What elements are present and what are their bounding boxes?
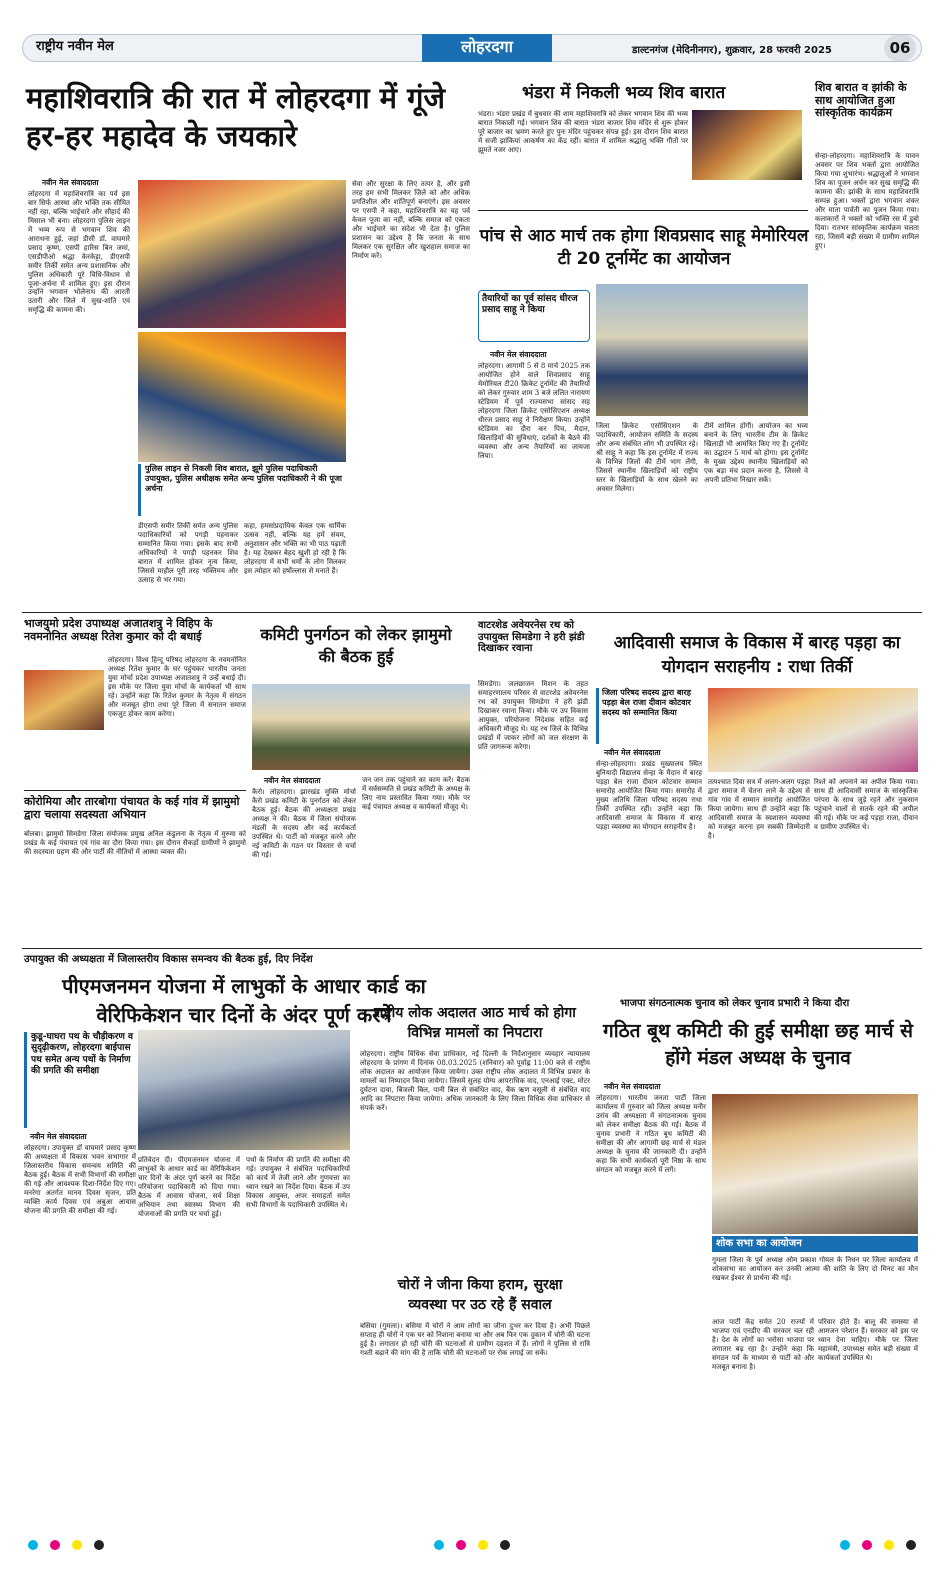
lead-col-mid: डीएसपी समीर तिर्की समेत अन्य पुलिस पदाधिकारियों को पगड़ी पहनाकर सम्मानित किया गया। इसके बाद सभी अधिकारियों ने पगड़ी पहनकर शिव बारात में शामिल होकर नृत्य किया, जिससे माहौल पूरी तरह भक्तिमय और उत्साह से भर गया। [138,522,238,584]
cmyk-dot [72,1540,82,1550]
pmjanman-text-3: पथों के निर्माण की प्रगति की समीक्षा की गई। उपायुक्त ने संबंधित पदाधिकारियों को कार्य में तेजी लाने और गुणवत्ता का ध्यान रखने का निर्देश दिया। बैठक में उप विकास आयुक्त, अपर समाहर्ता समेत सभी विभागों के पदाधिकारी उपस्थित थे। [246,1156,350,1209]
pmjanman-headline: पीएमजनमन योजना में लाभुकों के आधार कार्ड का वेरिफिकेशन चार दिनों के अंदर पूर्ण करने [62,974,426,1027]
seda-text: सेन्हा-लोहरदगा। महाशिवरात्रि के पावन अवसर पर शिव भक्तों द्वारा आयोजित किया गया शुभारंभ। श्रद्धालुओं ने भगवान शिव का पूजन अर्चन कर सुख समृद्धि की कामना की। झांकी के साथ महाशिवरात्रि सम्पन्न हुआ। भक्तों द्वारा भगवान शंकर और माता पार्वती का पूजन किया गया। कलाकारों ने भक्तों को भक्ति रस में डुबो दिया। रातभर सांस्कृतिक कार्यक्रम चलता रहा, जिसमें बड़ी संख्या में ग्रामीण शामिल हुए। [815,152,919,250]
jmm-photo [252,684,470,770]
paper-name: राष्ट्रीय नवीन मेल [36,39,114,54]
theft-headline: चोरों ने जीना किया हराम, सुरक्षा व्यवस्था पर उठ रहे हैं सवाल [397,1277,563,1313]
adalat-headline: राष्ट्रीय लोक अदालत आठ मार्च को होगा विभिन्न मामलों का निपटारा [374,1005,576,1041]
cmyk-dot [50,1540,60,1550]
adivasi-headline: आदिवासी समाज के विकास में बारह पड़हा का योगदान सराहनीय : राधा तिर्की [613,633,901,677]
adivasi-photo [708,688,918,772]
theft-text: बसिया (गुमला)। बसिया में चोरों ने आम लोगों का जीना दुभर कर दिया है। अभी पिछले सप्ताह ही चोरों ने एक घर को निशाना बनाया था और अब फिर एक दुकान में चोरी की घटना हुई है। लगातार हो रही चोरी की घटनाओं से ग्रामीण दहशत में हैं। लोगों ने पुलिस से रात्रि गश्ती बढ़ाने की मांग की है ताकि चोरी की घटनाओं पर रोक लगाई जा सके। [360,1322,590,1357]
color-bar-center [428,1540,516,1550]
cmyk-dot [94,1540,104,1550]
cricket-callout-text: तैयारियों का पूर्व सांसद धीरज प्रसाद साहू ने किया [482,294,578,316]
cmyk-dot [478,1540,488,1550]
divider [478,210,808,211]
cricket-headline: पांच से आठ मार्च तक होगा शिवप्रसाद साहू मेमोरियल टी 20 टूर्नामेंट का आयोजन [479,226,809,269]
koriya-headline: कोरोमिया और तारबोगा पंचायत के कई गांव में झामुमो द्वारा चलाया सदस्यता अभियान [24,795,240,821]
lead-photo-1 [138,180,346,328]
adivasi-callout [596,688,702,744]
seda-headline: शिव बारात व झांकी के साथ आयोजित हुआ सांस्कृतिक कार्यक्रम [815,82,920,120]
divider [22,948,922,949]
divider [22,612,922,613]
adivasi-byline: नवीन मेल संवाददाता [604,748,661,757]
pmjanman-callout [24,1032,134,1128]
cmyk-dot [28,1540,38,1550]
booth-text: लोहरदगा। भारतीय जनता पार्टी जिला कार्यालय में गुरुवार को जिला अध्यक्ष मनीर उरांव की अध्यक्षता में संगठनात्मक चुनाव को लेकर समीक्षा बैठक की गई। बैठक में चुनाव प्रभारी ने गठित बूथ कमिटी की समीक्षा की और आगामी छह मार्च से मंडल अध्यक्ष के चुनाव की जानकारी दी। उन्होंने कहा कि सभी कार्यकर्ता पूरी निष्ठा के साथ संगठन को मजबूत करने में लगें। [596,1094,706,1174]
adivasi-text-2: तत्पश्चात दिवा सत्र में अलग-अलग पड़हा द्वारा समाज में चेतना लाने के उद्देश्य से गांव गांव में सम्मान समारोह आयोजित किया जायेगा। साथ ही उन्होंने कहा कि आदिवासी समाज के स्वशासन व्यवस्था को मजबूत करना हम सबकी जिम्मेदारी है। [708,778,810,840]
masthead [22,34,922,64]
page-number: 06 [884,35,916,61]
jmm-byline: नवीन मेल संवाददाता [264,776,321,785]
shok-text: गुमला जिला के पूर्व अध्यक्ष ओम प्रकाश गोयल के निधन पर जिला कार्यालय में शोकसभा का आयोजन कर उनकी आत्मा की शांति के लिए दो मिनट का मौन रखकर ईश्वर से प्रार्थना की गई। [712,1256,918,1282]
cmyk-dot [456,1540,466,1550]
watershed-text: सिमडेगा। जलछाजन मिशन के तहत समाहरणालय परिसर से वाटरशेड अवेयरनेस रथ को उपायुक्त सिमडेगा ने हरी झंडी दिखाकर रवाना किया। मौके पर उप विकास आयुक्त, परियोजना निदेशक सहित कई अधिकारी मौजूद थे। यह रथ जिले के विभिन्न प्रखंडों में जाकर लोगों को जल संरक्षण के प्रति जागरूक करेगा। [478,680,588,751]
bhajpa-text: लोहरदगा। विश्व हिन्दू परिषद लोहरदगा के नवमनोनित अध्यक्ष रितेश कुमार के घर पहुंचकर भारतीय जनता युवा मोर्चा प्रदेश उपाध्यक्ष अजातशत्रु ने उन्हें बधाई दी। इस मौके पर जिला युवा मोर्चा के कार्यकर्ता भी साथ रहे। उन्होंने कहा कि रितेश कुमार के नेतृत्व में संगठन और मजबूत होगा तथा पूरे जिला में सनातन समाज एकजुट होकर काम करेगा। [108,656,246,718]
registration-strip [22,1538,922,1552]
lead-col-1: लोहरदगा में महाशिवरात्रि का पर्व इस बार सिर्फ आस्था और भक्ति तक सीमित नहीं रहा, बल्कि भाईचारे और सौहार्द की मिसाल भी बना। लोहरदगा पुलिस लाइन में भव्य रूप से भगवान शिव की आराधना हुई, जहां डीसी डॉ. वाघमारे प्रसाद कृष्ण, एसपी हारिस बिन जमां, एसडीपीओ श्रद्धा केरकेट्टा, डीएसपी समीर तिर्की समेत अन्य प्रशासनिक और पुलिस अधिकारी पूरे विधि-विधान से पूजा-अर्चना में शामिल हुए। इस दौरान उन्होंने भगवान भोलेनाथ की आरती उतारी और जिले में सुख-शांति एवं समृद्धि की कामना की। [28,190,130,315]
pmjanman-callout-text: कुडू-घाघरा पथ के चौड़ीकरण व सुदृढ़ीकरण, लोहरदगा बाईपास पथ समेत अन्य पथों के निर्माण की प्रगति की समीक्षा [31,1032,134,1076]
cricket-byline: नवीन मेल संवाददाता [490,350,547,359]
bhajpa-headline: भाजयुमो प्रदेश उपाध्यक्ष अजातशत्रु ने विहिप के नवमनोनित अध्यक्ष रितेश कुमार को दी बधाई [24,617,213,643]
cricket-photo [596,284,808,416]
pmjanman-photo [138,1030,350,1150]
booth-text-2: आज पार्टी केंद्र समेत 20 राज्यों में भाजपा एवं एनडीए की सरकार चल रही है। देश के लोगों का भरोसा भाजपा पर लगातार बढ़ रहा है। उन्होंने कहा कि संगठन पर्व के माध्यम से पार्टी को और मजबूत बनाना है। [712,1318,814,1371]
cmyk-dot [434,1540,444,1550]
adivasi-callout-text: जिला परिषद सदस्य द्वारा बारह पड़हा बेल राजा दीवान कोटवार सदस्य को सम्मानित किया [602,688,691,717]
color-bar-left [22,1540,110,1550]
pmjanman-text: लोहरदगा। उपायुक्त डॉ वाघमारे प्रसाद कृष्ण की अध्यक्षता में विकास भवन सभागार में जिलास्तरीय विकास समन्वय समिति की बैठक हुई। बैठक में सभी विभागों की समीक्षा की गई और आवश्यक दिशा-निर्देश दिए गए। मनरेगा अंतर्गत मानव दिवस सृजन, प्रति व्यक्ति कार्य दिवस एवं अबुआ आवास योजना की प्रगति की समीक्षा की गई। [24,1144,136,1215]
color-bar-right [834,1540,922,1550]
pmjanman-text-2: प्रतिवेदन दी। पीएमजनमन योजना में लाभुकों के आधार कार्ड का वेरिफिकेशन चार दिनों के अंदर पूर्ण करने का निर्देश परियोजना पदाधिकारी को दिया गया। बैठक में आवास योजना, सर्व शिक्षा अभियान तथा स्वास्थ्य विभाग की योजनाओं की प्रगति पर चर्चा हुई। [138,1156,240,1218]
cricket-text-2: जिला क्रिकेट एसोसिएशन के पदाधिकारी, आयोजन समिति के सदस्य और अन्य संबंधित लोग भी उपस्थित रहे। श्री साहू ने कहा कि इस टूर्नामेंट में राज्य के विभिन्न जिलों की टीमें भाग लेंगी, जिससे स्थानीय खिलाड़ियों को राष्ट्रीय स्तर के खिलाड़ियों के साथ खेलने का अवसर मिलेगा। [596,422,698,493]
lead-caption-box [138,464,346,516]
cmyk-dot [500,1540,510,1550]
booth-photo-label: शोक सभा का आयोजन [716,1238,802,1249]
lead-photo-2 [138,332,346,462]
lead-caption: पुलिस लाइन से निकली शिव बारात, झूमे पुलिस पदाधिकारी उपायुक्त, पुलिस अधीक्षक समेत अन्य पुलिस पदाधिकारी ने की पूजा अर्चना [145,464,342,493]
jmm-headline: कमिटी पुनर्गठन को लेकर झामुमो की बैठक हुई [260,625,452,667]
cricket-text: लोहरदगा। आगामी 5 से 8 मार्च 2025 तक आयोजित होने वाले शिवप्रसाद साहू मेमोरियल टी20 क्रिकेट टूर्नामेंट की तैयारियों को लेकर गुरुवार शाम 3 बजे ललित नारायण स्टेडियम में पूर्व राज्यसभा सांसद सह लोहरदगा जिला क्रिकेट एसोसिएशन अध्यक्ष धीरज प्रसाद साहू ने निरीक्षण किया। उन्होंने स्टेडियम का दौरा कर पिच, मैदान, खिलाड़ियों की सुविधाएं, दर्शकों के बैठने की व्यवस्था और अन्य तैयारियों का जायजा लिया। [478,362,590,460]
jmm-text: कैरो। लोहरदगा। झारखंड मुक्ति मोर्चा कैरो प्रखंड कमिटी के पुनर्गठन को लेकर बैठक हुई। बैठक की अध्यक्षता प्रखंड अध्यक्ष ने की। बैठक में जिला संयोजक मंडली के सदस्य और कई कार्यकर्ता उपस्थित थे। पार्टी को मजबूत करने और नई कमिटी के गठन पर विस्तार से चर्चा की गई। [252,788,356,859]
bhandra-photo [692,110,802,180]
adalat-text: लोहरदगा। राष्ट्रीय विधिक सेवा प्राधिकार, नई दिल्ली के निर्देशानुसार व्यवहार न्यायालय लोहरदगा के प्रांगण में दिनांक 08.03.2025 (शनिवार) को पूर्वाह्न 11:00 बजे से राष्ट्रीय लोक अदालत का आयोजन किया जायेगा। उक्त राष्ट्रीय लोक अदालत में विभिन्न प्रकार के मामलों का निष्पादन किया जायेगा। जिसमें सुलह योग्य आपराधिक वाद, एनआई एक्ट, मोटर दुर्घटना दावा, बिजली बिल, पानी बिल से संबंधित वाद, बैंक ऋण वसूली से संबंधित वाद आदि का निपटारा किया जायेगा। अधिक जानकारी के लिए जिला विधिक सेवा प्राधिकार से संपर्क करें। [360,1050,590,1112]
lead-col-mid-2: कहा, हमसांप्रदायिक केवल एक धार्मिक उत्सव नहीं, बल्कि यह हमें संयम, अनुशासन और भक्ति का भी पाठ पढ़ाती है। यह देखकर बेहद खुशी हो रही है कि लोहरदगा में सभी धर्मों के लोग मिलकर इस त्योहार को हर्षोल्लास से मनाते हैं। [244,522,346,575]
jmm-text-2: जन जन तक पहुंचाने का काम करें। बैठक में सर्वसम्मति से प्रखंड कमिटी के अध्यक्ष के लिए नाम प्रस्तावित किया गया। मौके पर कई पंचायत अध्यक्ष व कार्यकर्ता मौजूद थे। [362,776,470,811]
koriya-text: बोलबा। झामुमो सिमडेगा जिला संयोजक प्रमुख अनिल कंडुलना के नेतृत्व में मुरुमा को प्रखंड के कई पंचायत एवं गांव का दौरा किया गया। इस दौरान सैकड़ों ग्रामीणों ने झामुमो की सदस्यता ग्रहण की और पार्टी की नीतियों में आस्था व्यक्त की। [24,830,246,856]
bhandra-text: भंडरा। भंडरा प्रखंड में बुधवार की शाम महाशिवरात्रि को लेकर भगवान शिव की भव्य बारात निकाली गई। भगवान शिव की बारात भंडरा बाजार शिव मंदिर से शुरू होकर पूरे बाजार का भ्रमण करते हुए पुनः मंदिर पहुंचकर संपन्न हुई। इस दौरान शिव बारात में सजी झांकियां आकर्षण का केंद्र रहीं। बारात में शामिल श्रद्धालु भक्ति गीतों पर झूमते नजर आए। [478,110,688,154]
pmjanman-byline: नवीन मेल संवाददाता [30,1132,87,1141]
bhajpa-photo [24,670,104,730]
booth-byline: नवीन मेल संवाददाता [604,1082,661,1091]
adivasi-text: सेन्हा-लोहरदगा। प्रखंड मुख्यालय स्थित बुनियादी विद्यालय सेन्हा के मैदान में बारह पड़हा बेल राजा दीवान कोटवार सम्मान समारोह आयोजित किया गया। समारोह में मुख्य अतिथि जिला परिषद सदस्य राधा तिर्की उपस्थित रहीं। उन्होंने कहा कि आदिवासी समाज के विकास में बारह पड़हा व्यवस्था का योगदान सराहनीय है। [596,760,702,831]
booth-text-3: परिवार होते हैं। बालू की समस्या से आमजन परेशान हैं। सरकार को इस पर ध्यान देना चाहिए। मौके पर जिला महामंत्री, उपाध्यक्ष समेत बड़ी संख्या में कार्यकर्ता उपस्थित थे। [818,1318,918,1362]
pmjanman-banner: उपायुक्त की अध्यक्षता में जिलास्तरीय विकास समन्वय की बैठक हुई, दिए निर्देश [24,954,313,965]
cmyk-dot [906,1540,916,1550]
adivasi-text-3: रिश्ते को अपनाने का अपील किया गया। साथ ही आदिवासी समाज के सांस्कृतिक परंपरा के साथ जुड़े रहने और नुकसान पहुंचाने वालों से सतर्क रहने की अपील की गई। मौके पर कई पड़हा राजा, दीवान व ग्रामीण उपस्थित थे। [814,778,918,831]
booth-banner: भाजपा संगठनात्मक चुनाव को लेकर चुनाव प्रभारी ने किया दौरा [620,998,850,1009]
cricket-text-3: टीमें शामिल होंगी। आयोजन का भव्य बनाने के लिए भारतीय टीम के क्रिकेट खिलाड़ी भी आमंत्रित किए गए हैं। टूर्नामेंट का उद्घाटन 5 मार्च को होगा। इस टूर्नामेंट के मुख्य उद्देश्य स्थानीय खिलाड़ियों को एक बड़ा मंच प्रदान करना है, जिससे वे अपनी प्रतिभा निखार सकें। [704,422,808,484]
booth-headline: गठित बूथ कमिटी की हुई समीक्षा छह मार्च से होंगे मंडल अध्यक्ष के चुनाव [603,1020,913,1069]
cmyk-dot [862,1540,872,1550]
lead-col-2: सेवा और सुरक्षा के लिए तत्पर है, और इसी तरह हम सभी मिलकर जिले को और अधिक प्रगतिशील और शांतिपूर्ण बनाएंगे। इस अवसर पर एसपी ने कहा, महाशिवरात्रि का यह पर्व केवल पूजा का नहीं, बल्कि समाज को एकता और भाईचारे का संदेश भी देता है। पुलिस प्रशासन का उद्देश्य है कि जनता के साथ मिलकर एक सुरक्षित और खुशहाल समाज का निर्माण करें। [352,180,470,260]
place-date: डाल्टनगंज (मेदिनीनगर), शुक्रवार, 28 फरवरी 2025 [632,45,832,56]
bhandra-headline: भंडरा में निकली भव्य शिव बारात [522,83,726,103]
watershed-headline: वाटरशेड अवेयरनेस रथ को उपायुक्त सिमडेगा ने हरी झंडी दिखाकर रवाना [478,620,585,654]
section-title: लोहरदगा [461,37,513,56]
booth-photo [712,1094,918,1234]
lead-byline: नवीन मेल संवाददाता [42,178,99,187]
divider [24,790,246,791]
cmyk-dot [884,1540,894,1550]
cricket-callout [478,290,590,342]
cmyk-dot [840,1540,850,1550]
lead-headline: महाशिवरात्रि की रात में लोहरदगा में गूंजे हर-हर महादेव के जयकारे [26,81,445,153]
